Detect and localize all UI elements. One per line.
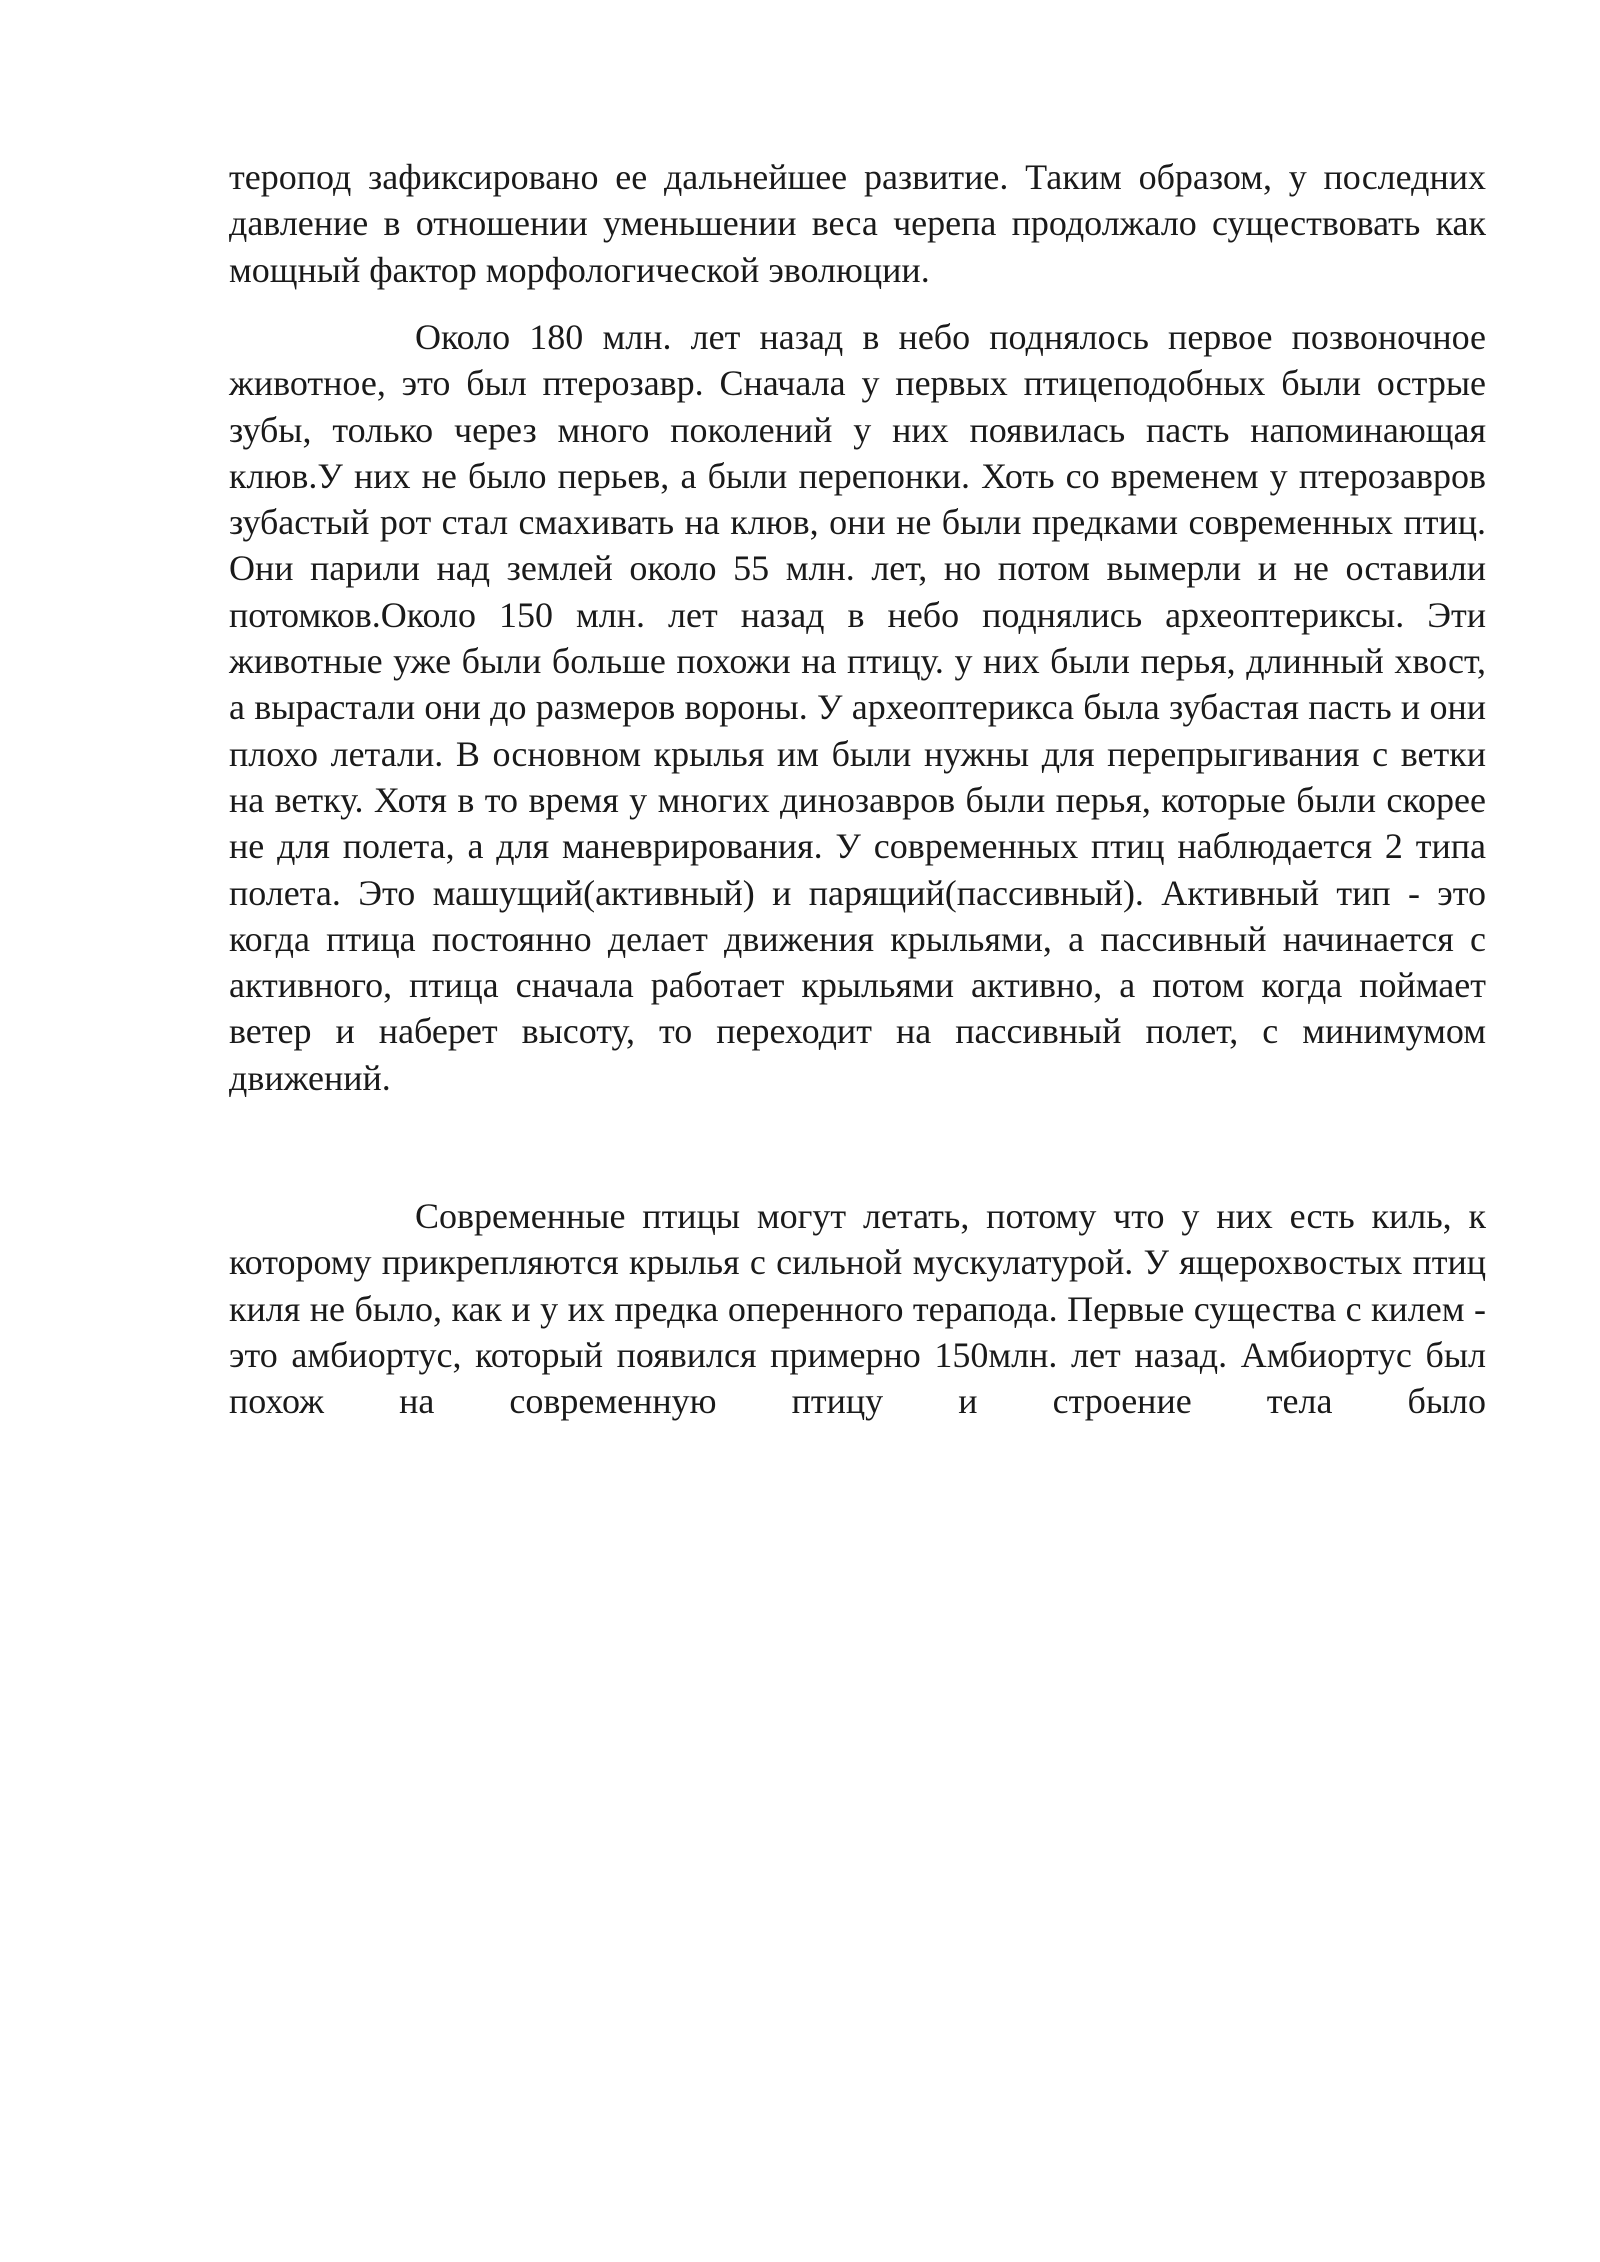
paragraph-text: Около 180 млн. лет назад в небо поднялось первое позвоночное животное, это был птерозавр. Сначала у первых птицеподобных были острые зубы, только через много поколений у них появилась пасть напоминающая клюв.У них не было перьев, а были перепонки. Хоть со временем у птерозавров зубастый рот стал смахивать на клюв, они не были предками современных птиц. Они парили над землей около 55 млн. лет, но потом вымерли и не оставили потомков.Около 150 млн. лет назад в небо поднялись археоптериксы. Эти животные уже были больше похожи на птицу. у них были перья, длинный хвост, а вырастали они до размеров вороны. У археоптерикса была зубастая пасть и они плохо летали. В основном крылья им были нужны для перепрыгивания с ветки на ветку. Хотя в то время у многих динозавров были перья, которые были скорее не для полета, а для маневрирования. У современных птиц наблюдается 2 типа полета. Это машущий(активный) и парящий(пассивный). Активный тип - это когда птица постоянно делает движения крыльями, а пассивный начинается с активного, птица сначала работает крыльями активно, а потом когда поймает ветер и наберет высоту, то переходит на пассивный полет, с минимумом движений. xyxy=(229,317,1486,1098)
paragraph-text: Современные птицы могут летать, потому что у них есть киль, к которому прикрепляются крылья с сильной мускулатурой. У ящерохвостых птиц киля не было, как и у их предка оперенного терапода. Первые существа с килем - это амбиортус, который появился примерно 150млн. лет назад. Амбиортус был похож на современную птицу и строение тела было xyxy=(229,1196,1486,1422)
paragraph-text: теропод зафиксировано ее дальнейшее развитие. Таким образом, у последних давление в отношении уменьшении веса черепа продолжало существовать как мощный фактор морфологической эволюции. xyxy=(229,157,1486,290)
body-paragraph xyxy=(229,314,1486,1101)
body-paragraph xyxy=(229,154,1486,293)
body-paragraph xyxy=(229,1193,1486,1424)
